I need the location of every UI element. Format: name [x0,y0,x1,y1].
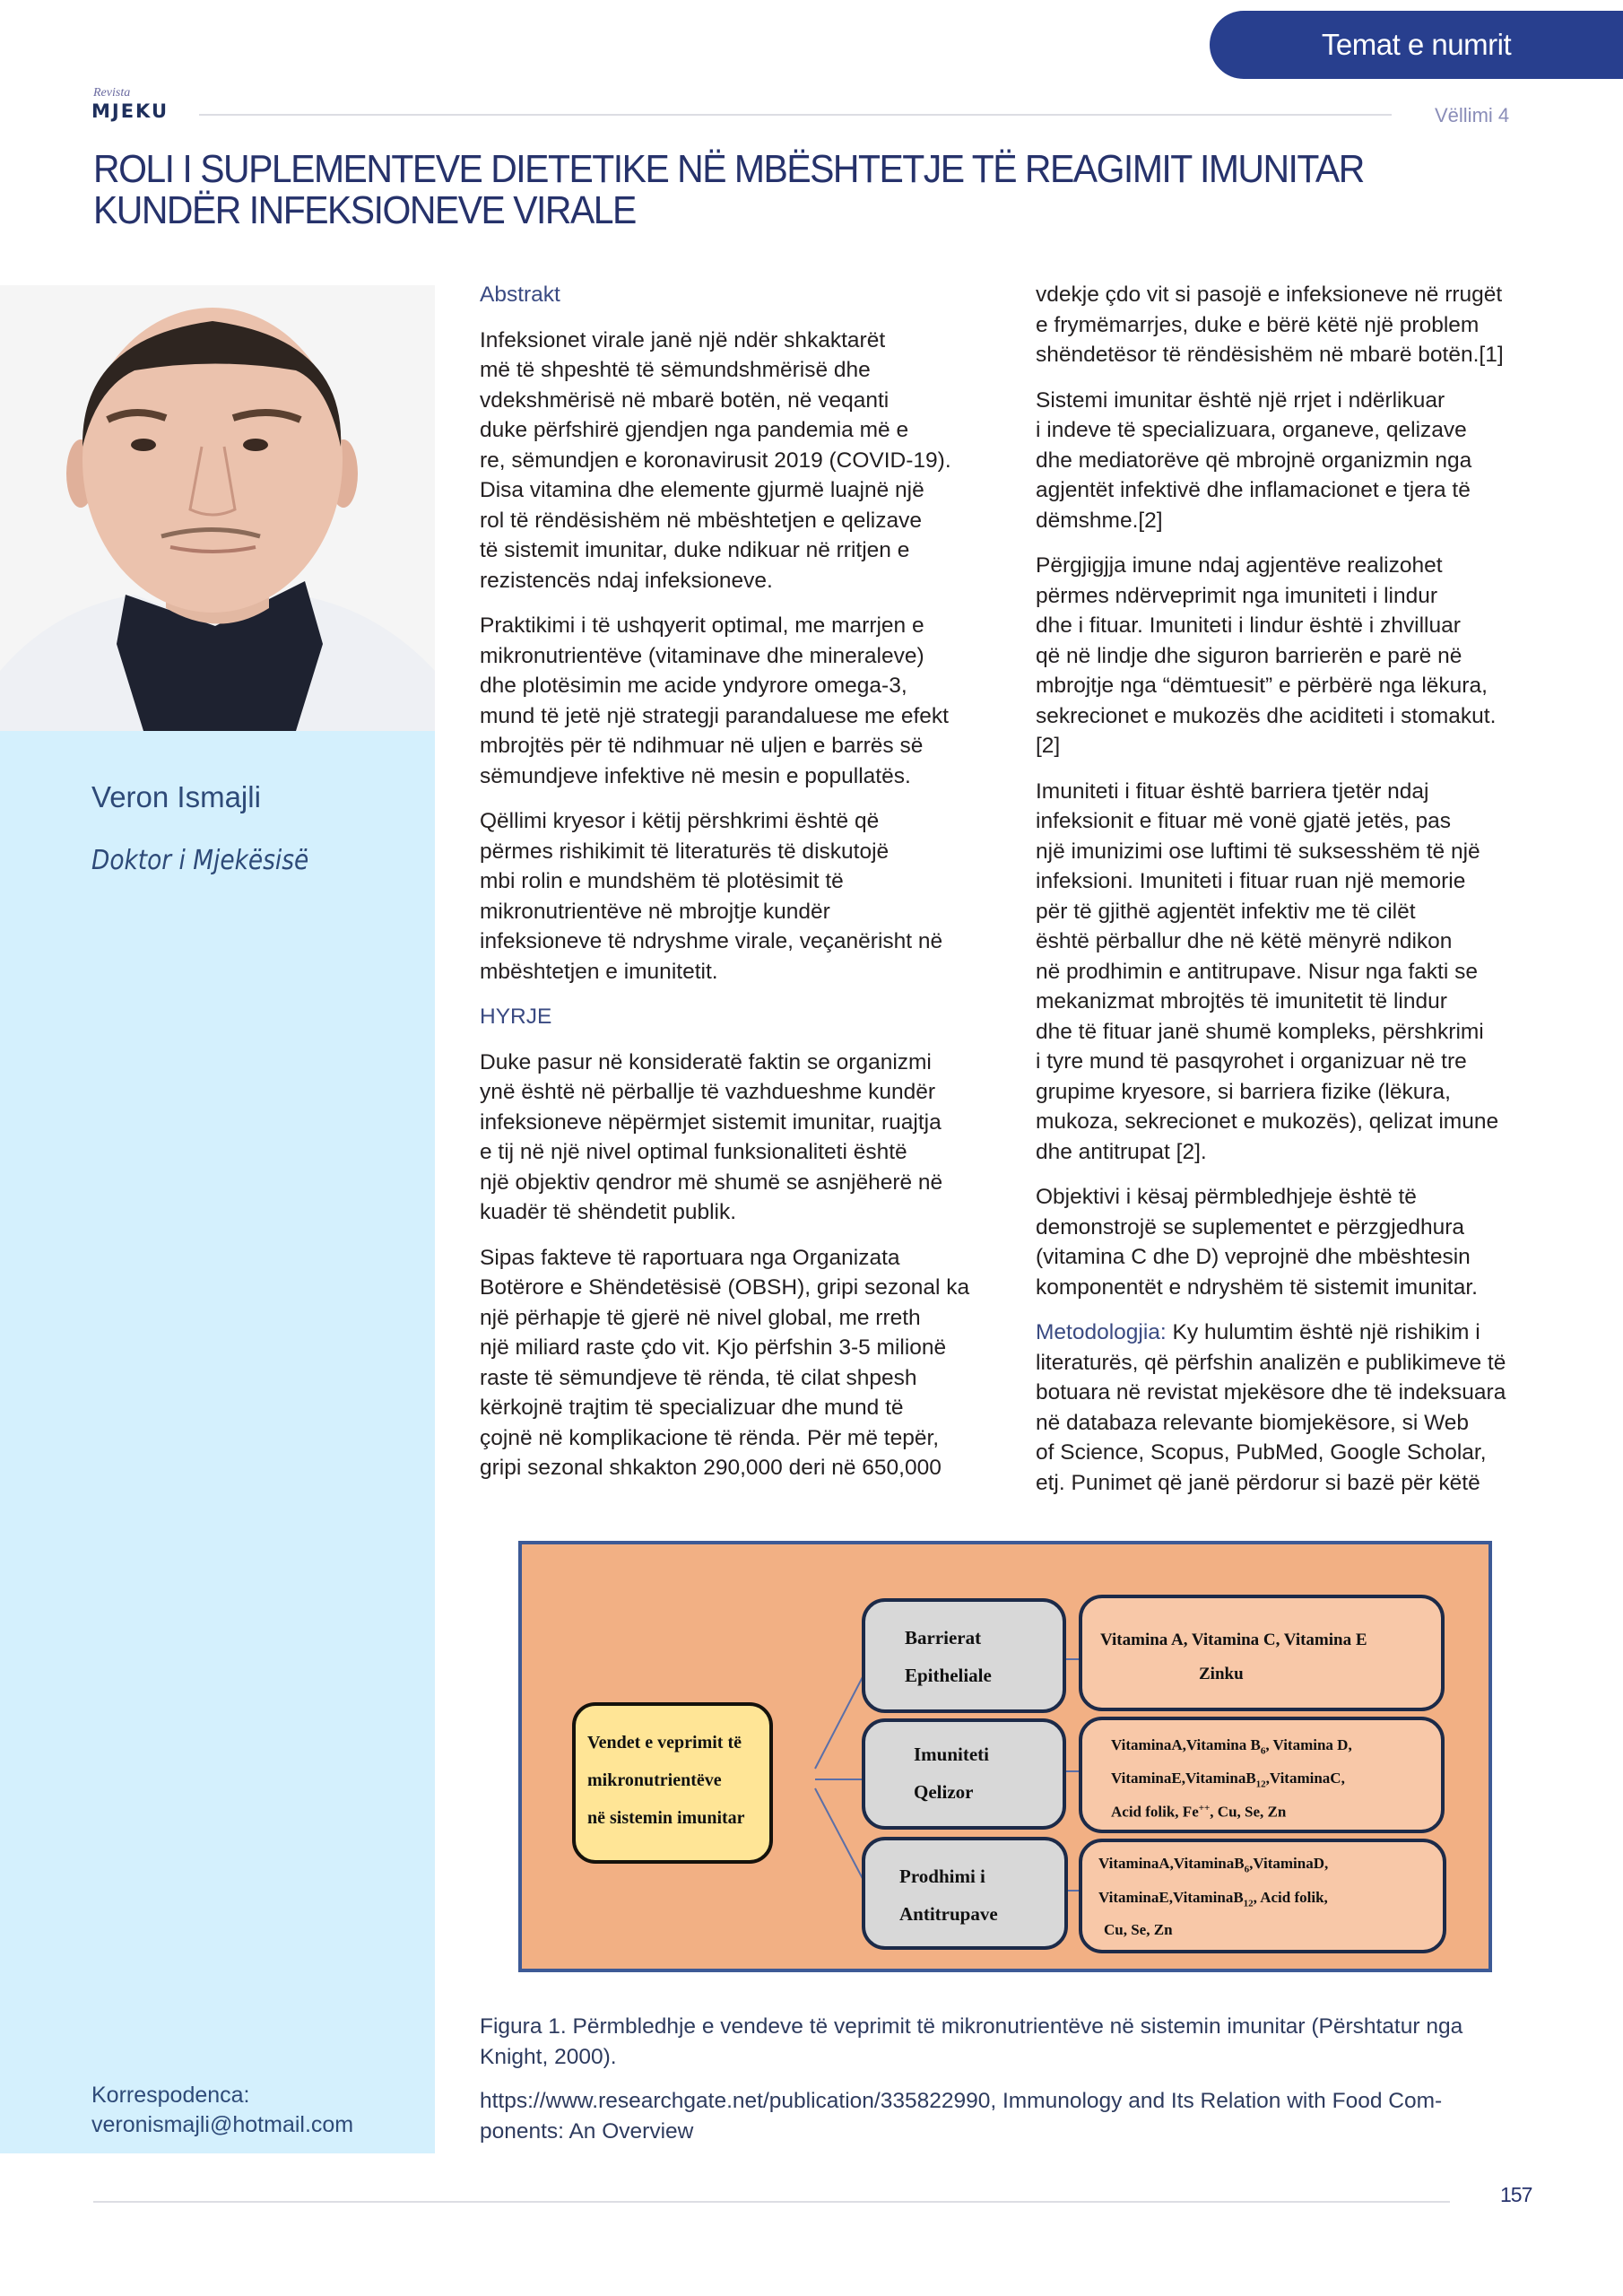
page-number: 157 [1500,2183,1532,2206]
author-portrait-icon [0,285,435,731]
text-line: në databaza relevante biomjekësore, si Web [1036,1410,1470,1435]
text-line: përmes rishikimit të literaturës të diskutojë [480,839,890,864]
text-line: of Science, Scopus, PubMed, Google Scholar, [1036,1440,1487,1465]
root-node [572,1702,773,1864]
text-line: dhe të fituar janë shumë kompleks, përshkrimi [1036,1019,1484,1044]
node-text: VitaminaA,Vitamina $B_6$, Vitamina D, [1111,1736,1352,1757]
text-line: infeksioneve të ndryshme virale, veçanërisht në [480,929,943,953]
node-text: në sistemin imunitar [587,1808,745,1828]
text-line: mikronutrientëve (vitaminave dhe mineraleve) [480,643,924,668]
author-email[interactable]: veronismajli@hotmail.com [91,2112,354,2137]
text-line: një përhapje të gjerë në nivel global, me rreth [480,1305,921,1330]
volume-label: Vëllimi 4 [1435,104,1510,126]
node-text: Qelizor [914,1781,974,1803]
caption-line: Knight, 2000). [480,2044,617,2069]
paragraph [1036,1182,1547,1302]
text-line: mbrojtës për të ndihmuar në uljen e barrës së [480,734,924,758]
text-line: agjentët infektivë dhe inflamacionet e tjera të [1036,478,1471,502]
node-text: Imuniteti [914,1744,989,1765]
text-line: botuara në revistat mjekësore dhe të indeksuara [1036,1380,1506,1405]
text-line: kuadër të shëndetit publik. [480,1200,737,1224]
text-line: dhe antitrupat [2]. [1036,1139,1207,1164]
text-line: Duke pasur në konsideratë faktin se organizmi [480,1049,932,1074]
text-line: Sistemi imunitar është një rrjet i ndërlikuar [1036,387,1445,413]
logo-mjeku: MJEKU [91,100,169,122]
text-line: mbi rolin e mundshëm të plotësimit të [480,869,844,893]
text-line: mbrojtje nga “dëmtuesit” e përbërë nga lëkura, [1036,674,1488,698]
node-text: Cu, Se, Zn [1104,1921,1173,1938]
footer-divider [93,2201,1450,2203]
right-node [1079,1717,1445,1833]
text-line: infeksionit e fituar më vonë gjatë jetës, pas [1036,809,1452,833]
text-line: në prodhimin e antitrupave. Nisur nga fakti se [1036,959,1478,984]
text-line: i tyre mund të pasqyrohet i organizuar në tre [1036,1049,1467,1074]
text-line: e tij në një nivel optimal funksionaliteti është [480,1140,907,1164]
text-line: ynë është në përballje të vazhdueshme kundër [480,1080,936,1104]
paragraph [1036,777,1547,1168]
text-line: rezistencës ndaj infeksioneve. [480,568,773,593]
source-link[interactable]: https://www.researchgate.net/publication/335822990, Immunology and Its Relation with Food Com- [480,2089,1443,2113]
text-line: etj. Punimet që janë përdorur si bazë për këtë [1036,1470,1480,1495]
text-line: Infeksionet virale janë një ndër shkaktarët [480,327,886,352]
text-line: një objektiv qendror më shumë se asnjëherë në [480,1170,943,1195]
text-line: vdekshmërisë në mbarë botën, në veqanti [480,387,890,413]
paragraph [1036,386,1547,536]
paragraph [480,1048,991,1228]
author-name: Veron Ismajli [91,780,261,813]
text-line: dhe i fituar. Imuniteti i lindur është i zhvilluar [1036,613,1461,638]
text-line: që në lindje dhe siguron barrierën e parë në [1036,643,1462,668]
node-text: Prodhimi i [899,1866,985,1887]
text-line: e frymëmarrjes, duke e bërë këtë një problem [1036,312,1480,337]
figure-caption [480,2012,1529,2146]
text-line: është përballur dhe në këtë mënyrë ndikon [1036,929,1453,953]
node-text: Antitrupave [899,1903,998,1925]
page-title [93,149,1394,231]
text-line: përmes ndërveprimit nga imuniteti i lindur [1036,583,1437,608]
abstract-heading: Abstrakt [480,283,560,307]
right-node [1079,1595,1445,1711]
paragraph [1036,1348,1547,1499]
text-line: raste të sëmundjeve të rënda, të cilat shpesh [480,1365,917,1390]
caption-line: Figura 1. Përmbledhje e vendeve të veprimit të mikronutrientëve në sistemin imunitar (Përshtatur nga [480,2014,1463,2039]
middle-node [862,1837,1068,1950]
text-line: sëmundjeve infektive në mesin e popullatës. [480,763,911,788]
text-line: gripi sezonal shkakton 290,000 deri në 650,000 [480,1456,942,1480]
section-tab[interactable]: Temat e numrit [1210,11,1623,79]
text-line: rol të rëndësishëm në mbështetjen e qelizave [480,508,923,533]
text-line: demonstrojë se suplementet e përzgjedhura [1036,1214,1465,1239]
text-line: dhe plotësimin me acide yndyrore omega-3, [480,674,907,698]
text-line: një imunizimi ose luftimi të suksesshëm të një [1036,839,1480,864]
header-divider [199,114,1392,116]
middle-node [862,1718,1066,1830]
paragraph [480,611,991,791]
connector-line [815,1788,868,1889]
text-line: [2] [1036,734,1061,758]
node-text: Acid folik, Fe++, Cu, Se, Zn [1111,1803,1287,1821]
paragraph [480,1243,991,1483]
text-line: Sipas fakteve të raportuara nga Organizata [480,1245,900,1270]
text-line: të sistemit imunitar, duke ndikuar në rritjen e [480,538,910,562]
text-line: komponentët e ndryshëm të sistemit imunitar. [1036,1274,1478,1300]
text-line: mikronutrientëve në mbrojtje kundër [480,899,830,924]
logo-revista: Revista [93,86,131,100]
text-line: kërkojnë trajtim të specializuar dhe mund të [480,1396,904,1420]
text-line: shëndetësor të rëndësishëm në mbarë botën.[1] [1036,343,1504,367]
correspondence-label: Korrespodenca: [91,2083,250,2108]
text-line: Qëllimi kryesor i këtij përshkrimi është që [480,809,880,833]
text-line: dhe mediatorëve që mbrojnë organizmin nga [1036,448,1472,473]
node-text: Barrierat [905,1627,982,1648]
text-line: (vitamina C dhe D) veprojnë dhe mbështesin [1036,1245,1471,1269]
intro-heading: HYRJE [480,1004,552,1029]
connector-line [815,1672,865,1769]
figure-diagram [518,1541,1492,1972]
left-column [480,280,991,1483]
text-line: re, sëmundjen e koronavirusit 2019 (COVID-19). [480,448,951,473]
methodology-line [1036,1318,1547,1348]
text-line: duke përfshirë gjendjen nga pandemia më e [480,418,909,442]
title-line: ROLI I SUPLEMENTEVE DIETETIKE NË MBËSHTETJE TË REAGIMIT IMUNITAR [93,147,1364,191]
paragraph [1036,551,1547,761]
node-text: Vitamina A, Vitamina C, Vitamina E [1100,1631,1367,1649]
text-line: dëmshme.[2] [1036,508,1163,533]
text-line: mund të jetë një strategji parandaluese me efekt [480,703,949,728]
text-line: infeksioneve nëpërmjet sistemit imunitar, ruajtja [480,1109,942,1135]
text-line: Botërore e Shëndetësisë (OBSH), gripi sezonal ka [480,1275,970,1300]
text-line: Përgjigjja imune ndaj agjentëve realizohet [1036,553,1443,578]
text-line: për të gjithë agjentët infektiv me të cilët [1036,899,1416,924]
text-line: literaturës, që përfshin analizën e publikimeve të [1036,1350,1506,1375]
text-line: grupime kryesore, si barriera fizike (lëkura, [1036,1079,1451,1104]
text-line: Objektivi i kësaj përmbledhjeje është të [1036,1185,1417,1209]
text-line: një miliard raste çdo vit. Kjo përfshin 3-5 milionë [480,1335,947,1360]
node-text: VitaminaE,VitaminaB$_{12}$, Acid folik, [1098,1889,1328,1909]
paragraph [1036,280,1547,370]
author-photo [0,285,435,731]
methodology-text: Ky hulumtim është një rishikim i [1166,1320,1480,1344]
middle-node [862,1598,1066,1713]
text-line: infeksioni. Imuniteti i fituar ruan një memorie [1036,869,1466,893]
source-link[interactable]: ponents: An Overview [480,2118,694,2144]
methodology-label: Metodologjia: [1036,1320,1167,1344]
node-text: Vendet e veprimit të [587,1733,742,1752]
correspondence [91,2081,353,2140]
text-line: sekrecionet e mukozës dhe aciditeti i stomakut. [1036,703,1497,728]
text-line: mekanizmat mbrojtës të imunitetit të lindur [1036,989,1447,1013]
node-text: mikronutrientëve [587,1770,722,1790]
paragraph [480,326,991,596]
text-line: vdekje çdo vit si pasojë e infeksioneve në rrugët [1036,283,1503,307]
paragraph [480,806,991,987]
text-line: Disa vitamina dhe elemente gjurmë luajnë një [480,478,924,502]
node-text: Zinku [1199,1665,1244,1683]
right-node [1079,1839,1446,1953]
node-text: VitaminaA,VitaminaB$_6$,VitaminaD, [1098,1855,1329,1875]
text-line: çojnë në komplikacione të rënda. Për më tepër, [480,1425,940,1450]
node-text: VitaminaE,VitaminaB$_{12}$,VitaminaC, [1111,1770,1345,1790]
text-line: Imuniteti i fituar është barriera tjetër ndaj [1036,778,1429,804]
text-line: i indeve të specializuara, organeve, qelizave [1036,418,1467,442]
text-line: mukoza, sekrecionet e mukozës), qelizat imune [1036,1109,1499,1134]
node-text: Epitheliale [905,1665,992,1686]
text-line: mbështetjen e imunitetit. [480,959,718,984]
right-column [1036,280,1547,1498]
text-line: Praktikimi i të ushqyerit optimal, me marrjen e [480,613,924,638]
text-line: më të shpeshtë të sëmundshmërisë dhe [480,358,871,382]
title-line: KUNDËR INFEKSIONEVE VIRALE [93,188,636,232]
author-sidebar [0,731,435,2153]
author-role: Doktor i Mjekësisë [91,845,309,876]
